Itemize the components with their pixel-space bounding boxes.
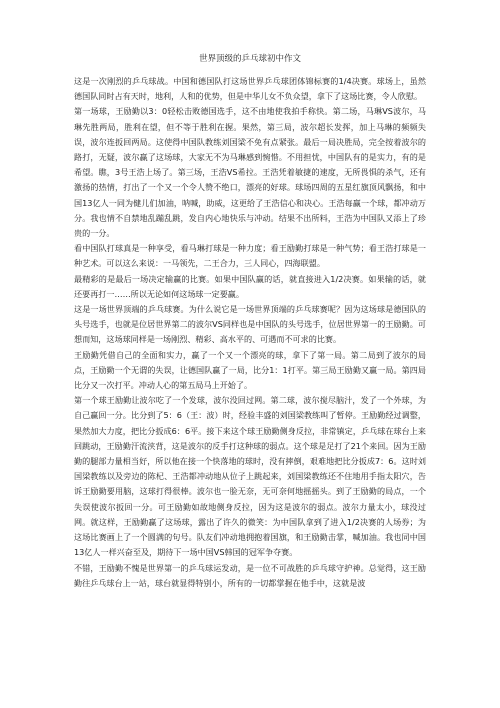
paragraph: 王励勤凭借自己的全面和实力，赢了一个又一个漂亮的球，拿下了第一局。第二局到了波尔的局点，王励勤一个无谓的失误，让德国队赢了一局，比分1：1打平。第三局王励勤又赢一局。第四局比分又一次打平。冲动人心的第五局马上开始了。: [74, 349, 426, 391]
paragraph: 这是一次刚烈的乒乓球战。中国和德国队打这场世界乒乓球团体锦标赛的1/4决赛。球场上，虽然德国队同时占有天时，地利，人和的优势，但是中华儿女不负众望，拿下了这场比赛，令人欣慰。: [74, 76, 426, 102]
paragraph: 第一个球王励勤让波尔吃了一个发球，波尔没回过网。第二球，波尔搅尽脑汁，发了一个外球，为自己赢回一分。比分到了5：6（王：波）时，经验丰盛的刘国梁教练叫了暂停。王励勤经过调整，果然加大力度，把比分扳成6：6平。接下来这个球王励勤侧身反拉，非常镇定，乒乓球在球台上来回跳动，王励勤汗流浃背，这是波尔的反手打这种球的弱点。这个球是足打了21个来回。因为王励勤的腿部力量相当好，所以他在接一个快落地的球时，没有摔倒，艰难地把比分扳成7：6。这时刘国梁教练以及旁边的陈杞、王浩都冲动地从位子上跳起来，刘国梁教练还不住地用手指太阳穴，告诉王励勤要用脑，这球打得很棒。波尔也一脸无奈，无可奈何地摇摇头。到了王励勤的局点，一个失误使波尔扳回一分。可王励勤如故地侧身反拉，因为这是波尔的弱点。波尔力量太小，球没过网。就这样，王励勤赢了这场球，露出了许久的微笑：为中国队拿到了进入1/2决赛的人场券；为这场比赛画上了一个圆满的句号。队友们冲动地拥抱着国旗，和王励勤击掌，喊加油。我也同中国13亿人一样兴奋至及，期待下一场中国VS韩国的冠军争夺赛。: [74, 395, 426, 558]
document-title: 世界顶级的乒乓球初中作文: [198, 54, 301, 64]
paragraph: 最精彩的是最后一场决定输赢的比赛。如果中国队赢的话，就直接进入1/2决赛。如果输的话，就还要再打一……所以无论如何这场球一定要赢。: [74, 273, 426, 299]
paragraph: 第一场球，王励勤以3：0轻松击败德国选手，这不由地使我拍手称快。第二场，马琳VS波尔，马琳先胜两局，胜利在望，但不等于胜利在握。果然，第三局，波尔超长发挥，加上马琳的频频失误，波尔连扳回两局。这使得中国队教练刘国梁不免有点紧张。最后一局决胜局，完全按着波尔的路打，无疑，波尔赢了这场球，大家无不为马琳感到惋惜。不用担忧，中国队有的是实力，有的是希望。瞧，3号王浩上场了。第三场，王浩VS希拉。王浩凭着敏捷的速度，无所畏惧的杀气，还有激扬的热情，打出了一个又一个令人赞不绝口，漂亮的好球。球场四周的五星红旗顶风飘扬，和中国13亿人一同为健儿们加油，呐喊，助威，这更给了王浩信心和决心。王浩每赢一个球，都冲动万分。我也情不自禁地乱蹦乱跳，发自内心地快乐与冲动。结果不出所料，王浩为中国队又添上了珍贵的一分。: [74, 106, 426, 239]
paragraph: 不错，王励勤不愧是世界第一的乒乓球运发动，是一位不可战胜的乒乓球守护神。总觉得，这王励勤往乒乓球台上一站，球台就显得特别小，所有的一切都掌握在他手中，这就是波: [74, 562, 426, 588]
paragraph: 这是一场世界顶端的乒乓球赛。为什么说它是一场世界顶端的乒乓球赛呢？因为这场球是德国队的头号选手，也就是位居世界第二的波尔VS同样也是中国队的头号选手，位居世界第一的王励勤。可想而知，这场球同样是一场刚烈、精彩、高水平的、可遇而不可求的比赛。: [74, 304, 426, 345]
document-body: [74, 74, 426, 591]
paragraph: 看中国队打球真是一种享受，看马琳打球是一种力度；看王励勤打球是一种气势；看王浩打球是一种艺术。可以这么来说：一马领先，二王合力，三人同心，四海联盟。: [74, 243, 426, 269]
